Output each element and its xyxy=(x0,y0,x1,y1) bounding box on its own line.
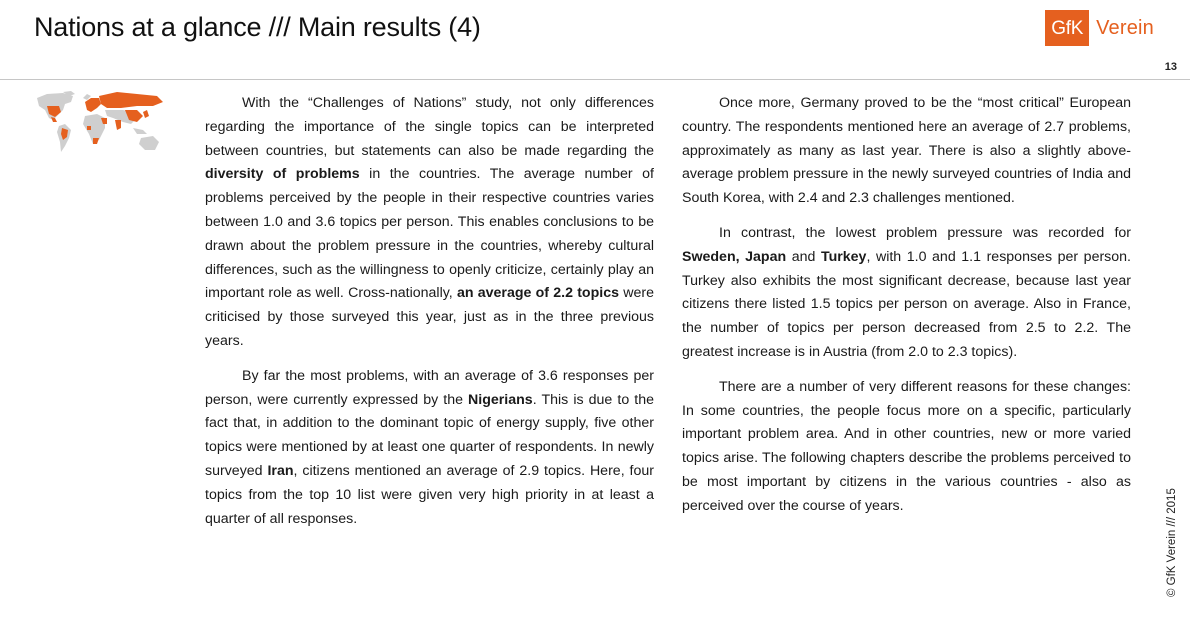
paragraph-right-2: In contrast, the lowest problem pressure was recorded for Sweden, Japan and Turkey, with 1.0 and 1.1 responses per person. Turkey also exhibits the most significant decrease, because last year citizens there listed 1.5 topics per person on average. Also in France, the number of topics per person decreased from 2.5 to 2.2. The greatest increase is in Austria (from 2.0 to 2.3 topics). xyxy=(682,224,1131,360)
emphasis-nigerians: Nigerians xyxy=(468,391,533,408)
paragraph-right-1: Once more, Germany proved to be the “most critical” European country. The respondents mentioned here an average of 2.7 problems, approximately as many as last year. There is also a slightly above-average problem pressure in the newly surveyed countries of India and South Korea, with 2.4 and 2.3 challenges mentioned. xyxy=(682,95,1131,207)
verein-wordmark: Verein xyxy=(1096,16,1154,39)
emphasis-diversity: diversity of problems xyxy=(205,166,360,183)
page-title: Nations at a glance /// Main results (4) xyxy=(34,12,481,42)
header-divider xyxy=(0,79,1190,80)
page-number: 13 xyxy=(1164,61,1177,73)
emphasis-sweden-japan: Sweden, Japan xyxy=(682,248,787,265)
text-column-left xyxy=(205,92,654,542)
paragraph-left-2: By far the most problems, with an average of 3.6 responses per person, were currently expressed by the Nigerians. This is due to the fact that, in addition to the dominant topic of energy supply, five other topics were mentioned by at least one quarter of respondents. In newly surveyed Iran, citizens mentioned an average of 2.9 topics. Here, four topics from the top 10 list were given very high priority in at least a quarter of all responses. xyxy=(205,367,654,527)
emphasis-turkey: Turkey xyxy=(820,248,867,265)
emphasis-iran: Iran xyxy=(267,462,294,479)
gfk-logo-mark: GfK xyxy=(1045,10,1089,46)
text-column-right xyxy=(682,92,1131,530)
paragraph-left-1: With the “Challenges of Nations” study, not only differences regarding the importance of the single topics can be interpreted between countries, but statements can also be made regarding the diversity of problems in the countries. The average number of problems perceived by the people in their respective countries varies between 1.0 and 3.6 topics per person. This enables conclusions to be drawn about the problem pressure in the countries, whereby cultural differences, such as the willingness to openly criticize, certainly play an important role as well. Cross-nationally, an average of 2.2 topics were criticised by those surveyed this year, just as in the three previous years. xyxy=(205,95,654,349)
emphasis-average-topics: an average of 2.2 topics xyxy=(456,285,619,302)
copyright-notice: © GfK Verein /// 2015 xyxy=(1166,488,1178,597)
world-map-icon xyxy=(33,90,165,158)
paragraph-right-3: There are a number of very different reasons for these changes: In some countries, the people focus more on a specific, particularly important problem area. And in other countries, new or more varied topics arise. The following chapters describe the problems perceived to be most important by citizens in the various countries - also as perceived over the course of years. xyxy=(682,378,1131,514)
gfk-verein-logo xyxy=(1045,10,1154,46)
